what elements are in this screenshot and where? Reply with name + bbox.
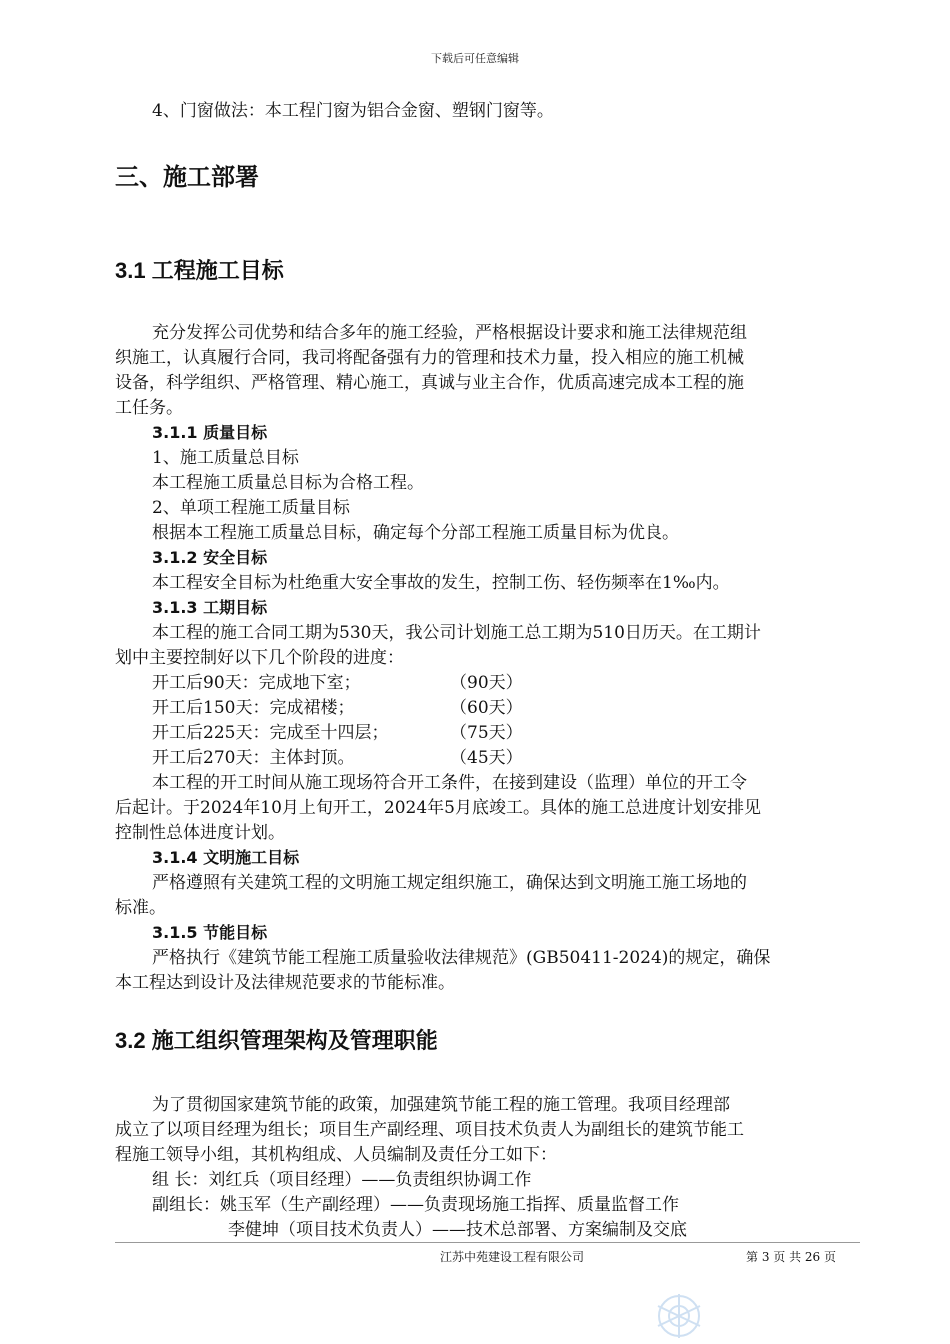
heading-3-1-2: 3.1.2 安全目标 xyxy=(152,548,268,567)
paragraph-line: 控制性总体进度计划。 xyxy=(115,823,285,843)
paragraph-line: 本工程达到设计及法律规范要求的节能标准。 xyxy=(115,973,455,993)
page-header: 下载后可任意编辑 xyxy=(431,52,519,65)
intro-line: 4、门窗做法：本工程门窗为铝合金窗、塑钢门窗等。 xyxy=(152,101,554,121)
paragraph-line: 工任务。 xyxy=(115,398,183,418)
schedule-milestone: 开工后90天：完成地下室； xyxy=(152,673,361,693)
paragraph-line: 充分发挥公司优势和结合多年的施工经验，严格根据设计要求和施工法律规范组 xyxy=(152,323,747,343)
org-member-line: 组 长：刘红兵（项目经理）——负责组织协调工作 xyxy=(152,1170,532,1190)
heading-3-1-5: 3.1.5 节能目标 xyxy=(152,923,268,942)
subsection-title-3-2: 3.2 施工组织管理架构及管理职能 xyxy=(115,1028,438,1053)
paragraph-line: 2、单项工程施工质量目标 xyxy=(152,498,350,518)
heading-3-1-4: 3.1.4 文明施工目标 xyxy=(152,848,300,867)
schedule-milestone: 开工后225天：完成至十四层； xyxy=(152,723,389,743)
paragraph-line: 设备，科学组织、严格管理、精心施工，真诚与业主合作，优质高速完成本工程的施 xyxy=(115,373,744,393)
paragraph-line: 本工程安全目标为杜绝重大安全事故的发生，控制工伤、轻伤频率在1‰内。 xyxy=(152,573,730,593)
paragraph-line: 为了贯彻国家建筑节能的政策，加强建筑节能工程的施工管理。我项目经理部 xyxy=(152,1095,730,1115)
paragraph-line: 织施工，认真履行合同，我司将配备强有力的管理和技术力量，投入相应的施工机械 xyxy=(115,348,744,368)
footer-company: 江苏中苑建设工程有限公司 xyxy=(440,1250,585,1264)
paragraph-line: 本工程的开工时间从施工现场符合开工条件，在接到建设（监理）单位的开工令 xyxy=(152,773,747,793)
subsection-title-3-1: 3.1 工程施工目标 xyxy=(115,258,284,283)
paragraph-line: 程施工领导小组，其机构组成、人员编制及责任分工如下： xyxy=(115,1145,557,1165)
section-title: 三、施工部署 xyxy=(115,163,259,191)
schedule-milestone: 开工后270天：主体封顶。 xyxy=(152,748,355,768)
paragraph-line: 划中主要控制好以下几个阶段的进度： xyxy=(115,648,404,668)
paragraph-line: 成立了以项目经理为组长；项目生产副经理、项目技术负责人为副组长的建筑节能工 xyxy=(115,1120,744,1140)
schedule-duration: （45天） xyxy=(450,748,523,768)
paragraph-line: 标准。 xyxy=(115,898,166,918)
footer-page-number: 第 3 页 共 26 页 xyxy=(746,1250,836,1264)
schedule-duration: （90天） xyxy=(450,673,523,693)
paragraph-line: 1、施工质量总目标 xyxy=(152,448,299,468)
schedule-duration: （60天） xyxy=(450,698,523,718)
org-member-line: 副组长：姚玉军（生产副经理）——负责现场施工指挥、质量监督工作 xyxy=(152,1195,679,1215)
heading-3-1-1: 3.1.1 质量目标 xyxy=(152,423,268,442)
watermark-emblem-icon xyxy=(648,1288,710,1344)
schedule-duration: （75天） xyxy=(450,723,523,743)
paragraph-line: 严格执行《建筑节能工程施工质量验收法律规范》(GB50411-2024)的规定，确保 xyxy=(152,948,771,968)
paragraph-line: 本工程施工质量总目标为合格工程。 xyxy=(152,473,424,493)
paragraph-line: 本工程的施工合同工期为530天，我公司计划施工总工期为510日历天。在工期计 xyxy=(152,623,761,643)
schedule-milestone: 开工后150天：完成裙楼； xyxy=(152,698,355,718)
paragraph-line: 根据本工程施工质量总目标，确定每个分部工程施工质量目标为优良。 xyxy=(152,523,679,543)
org-member-line: 李健坤（项目技术负责人）——技术总部署、方案编制及交底 xyxy=(228,1220,687,1240)
paragraph-line: 后起计。于2024年10月上旬开工，2024年5月底竣工。具体的施工总进度计划安排见 xyxy=(115,798,761,818)
heading-3-1-3: 3.1.3 工期目标 xyxy=(152,598,268,617)
footer-divider xyxy=(115,1242,860,1243)
paragraph-line: 严格遵照有关建筑工程的文明施工规定组织施工，确保达到文明施工施工场地的 xyxy=(152,873,747,893)
